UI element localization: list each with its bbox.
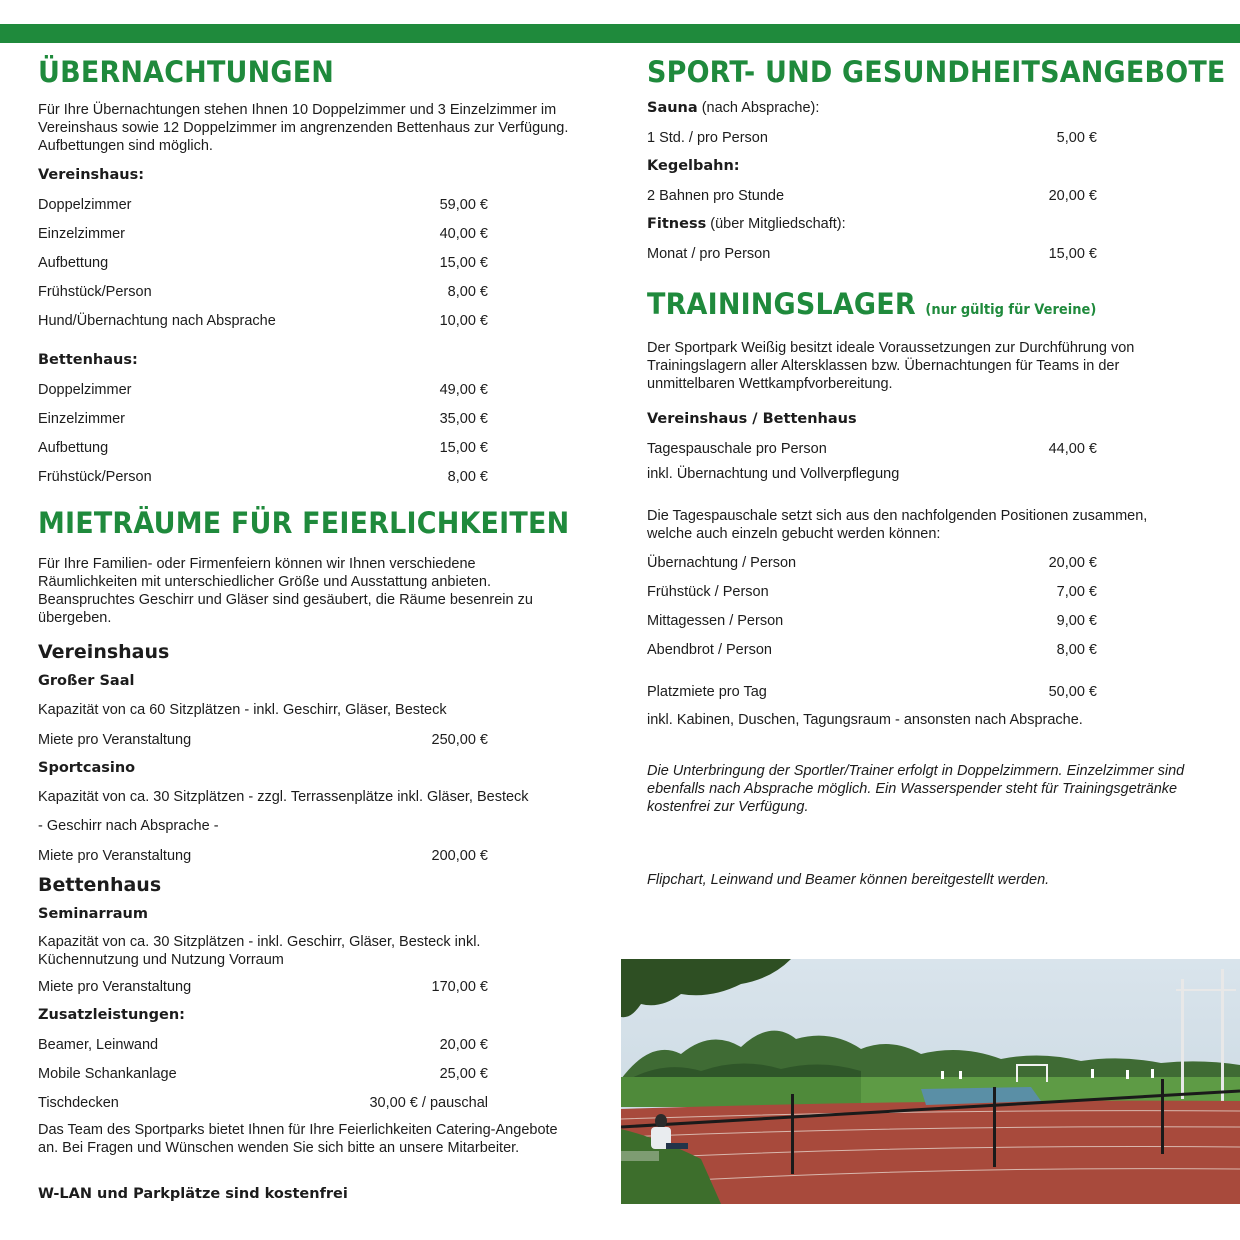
overnight-vereinshaus-list — [38, 190, 598, 335]
left-column — [38, 52, 598, 1209]
price-row: Hund/Übernachtung nach Absprache 10,00 € — [38, 312, 488, 329]
price-row: Frühstück/Person 8,00 € — [38, 468, 488, 485]
wifi-parking-note: W-LAN und Parkplätze sind kostenfrei — [38, 1186, 348, 1202]
field-rent-note: inkl. Kabinen, Duschen, Tagungsraum - ansonsten nach Absprache. — [647, 712, 1083, 728]
price-row: Einzelzimmer 40,00 € — [38, 225, 488, 242]
price-row: Einzelzimmer 35,00 € — [38, 410, 488, 427]
price-row: Doppelzimmer 59,00 € — [38, 196, 488, 213]
price-row: Frühstück/Person 8,00 € — [38, 283, 488, 300]
camp-title: TRAININGSLAGER (nur gültig für Vereine) — [647, 287, 1097, 321]
sportcasino-label: Sportcasino — [38, 760, 136, 776]
kegel-price-row: 2 Bahnen pro Stunde 20,00 € — [647, 187, 1097, 204]
seminarraum-rent: Miete pro Veranstaltung 170,00 € — [38, 978, 488, 995]
top-accent-bar — [0, 24, 1240, 43]
accommodation-note: Die Unterbringung der Sportler/Trainer erfolgt in Doppelzimmern. Einzelzimmer sind ebenfalls nach Absprache möglich. Ein Wasserspender steht für Trainingsgetränke kostenfrei zur Verfügung. — [647, 763, 1185, 815]
right-column — [647, 52, 1226, 889]
price-row: Übernachtung / Person 20,00 € — [647, 554, 1097, 571]
sports-ground-illustration — [621, 959, 1240, 1204]
price-row: Aufbettung 15,00 € — [38, 254, 488, 271]
sportcasino-rent: Miete pro Veranstaltung 200,00 € — [38, 847, 488, 864]
grosser-saal-capacity: Kapazität von ca 60 Sitzplätzen - inkl. Geschirr, Gläser, Besteck — [38, 702, 447, 718]
sauna-price-row: 1 Std. / pro Person 5,00 € — [647, 129, 1097, 146]
equipment-note: Flipchart, Leinwand und Beamer können bereitgestellt werden. — [647, 872, 1050, 888]
rooms-bettenhaus-head: Bettenhaus — [38, 874, 162, 896]
extras-list — [38, 1030, 598, 1117]
sports-ground-photo — [621, 959, 1240, 1204]
price-row: Mittagessen / Person 9,00 € — [647, 612, 1097, 629]
price-row: Frühstück / Person 7,00 € — [647, 583, 1097, 600]
field-rent-row: Platzmiete pro Tag 50,00 € — [647, 683, 1097, 700]
rooms-vereinshaus-head: Vereinshaus — [38, 641, 170, 663]
camp-title-note: (nur gültig für Vereine) — [925, 302, 1097, 318]
overnight-bettenhaus-list — [38, 375, 598, 491]
seminarraum-label: Seminarraum — [38, 906, 148, 922]
fitness-price-row: Monat / pro Person 15,00 € — [647, 245, 1097, 262]
grosser-saal-label: Großer Saal — [38, 673, 135, 689]
sauna-label: Sauna (nach Absprache): — [647, 100, 820, 116]
kegel-label: Kegelbahn: — [647, 158, 740, 174]
camp-intro: Der Sportpark Weißig besitzt ideale Voraussetzungen zur Durchführung von Trainingslagern aller Altersklassen bzw. Übernachtungen für Teams in der unmittelbaren Wettkampfvorbereitung. — [647, 340, 1135, 392]
sportcasino-capacity: Kapazität von ca. 30 Sitzplätzen - zzgl. Terrassenplätze inkl. Gläser, Besteck — [38, 789, 529, 805]
extras-label: Zusatzleistungen: — [38, 1007, 185, 1023]
rooms-title: MIETRÄUME FÜR FEIERLICHKEITEN — [38, 506, 570, 540]
price-row: Beamer, Leinwand 20,00 € — [38, 1036, 488, 1053]
price-row: Doppelzimmer 49,00 € — [38, 381, 488, 398]
breakdown-intro: Die Tagespauschale setzt sich aus den nachfolgenden Positionen zusammen, welche auch einzeln gebucht werden können: — [647, 508, 1148, 542]
sport-title: SPORT- UND GESUNDHEITSANGEBOTE — [647, 55, 1226, 89]
catering-note: Das Team des Sportparks bietet Ihnen für Ihre Feierlichkeiten Catering-Angebote an. Bei Fragen und Wünschen wenden Sie sich bitte an unsere Mitarbeiter. — [38, 1122, 558, 1156]
camp-house-label: Vereinshaus / Bettenhaus — [647, 411, 857, 427]
price-row: Aufbettung 15,00 € — [38, 439, 488, 456]
breakdown-list — [647, 548, 1192, 664]
daily-rate-note: inkl. Übernachtung und Vollverpflegung — [647, 466, 900, 482]
overnight-bettenhaus-label: Bettenhaus: — [38, 352, 138, 368]
daily-rate-row: Tagespauschale pro Person 44,00 € — [647, 440, 1097, 457]
sportcasino-note: - Geschirr nach Absprache - — [38, 818, 219, 834]
rooms-intro: Für Ihre Familien- oder Firmenfeiern können wir Ihnen verschiedene Räumlichkeiten mit unterschiedlicher Größe und Ausstattung anbieten. Beanspruchtes Geschirr und Gläser sind gesäubert, die Räume besenrein zu übergeben. — [38, 556, 533, 626]
overnight-intro: Für Ihre Übernachtungen stehen Ihnen 10 Doppelzimmer und 3 Einzelzimmer im Vereinshaus sowie 12 Doppelzimmer im angrenzenden Bettenhaus zur Verfügung. Aufbettungen sind möglich. — [38, 102, 569, 154]
grosser-saal-rent: Miete pro Veranstaltung 250,00 € — [38, 731, 488, 748]
seminarraum-capacity: Kapazität von ca. 30 Sitzplätzen - inkl. Geschirr, Gläser, Besteck inkl. Küchennutzung und Nutzung Vorraum — [38, 934, 481, 968]
price-row: Mobile Schankanlage 25,00 € — [38, 1065, 488, 1082]
overnight-title: ÜBERNACHTUNGEN — [38, 55, 335, 89]
price-row: Abendbrot / Person 8,00 € — [647, 641, 1097, 658]
overnight-vereinshaus-label: Vereinshaus: — [38, 167, 145, 183]
price-row: Tischdecken 30,00 € / pauschal — [38, 1094, 488, 1111]
fitness-label: Fitness (über Mitgliedschaft): — [647, 216, 846, 232]
